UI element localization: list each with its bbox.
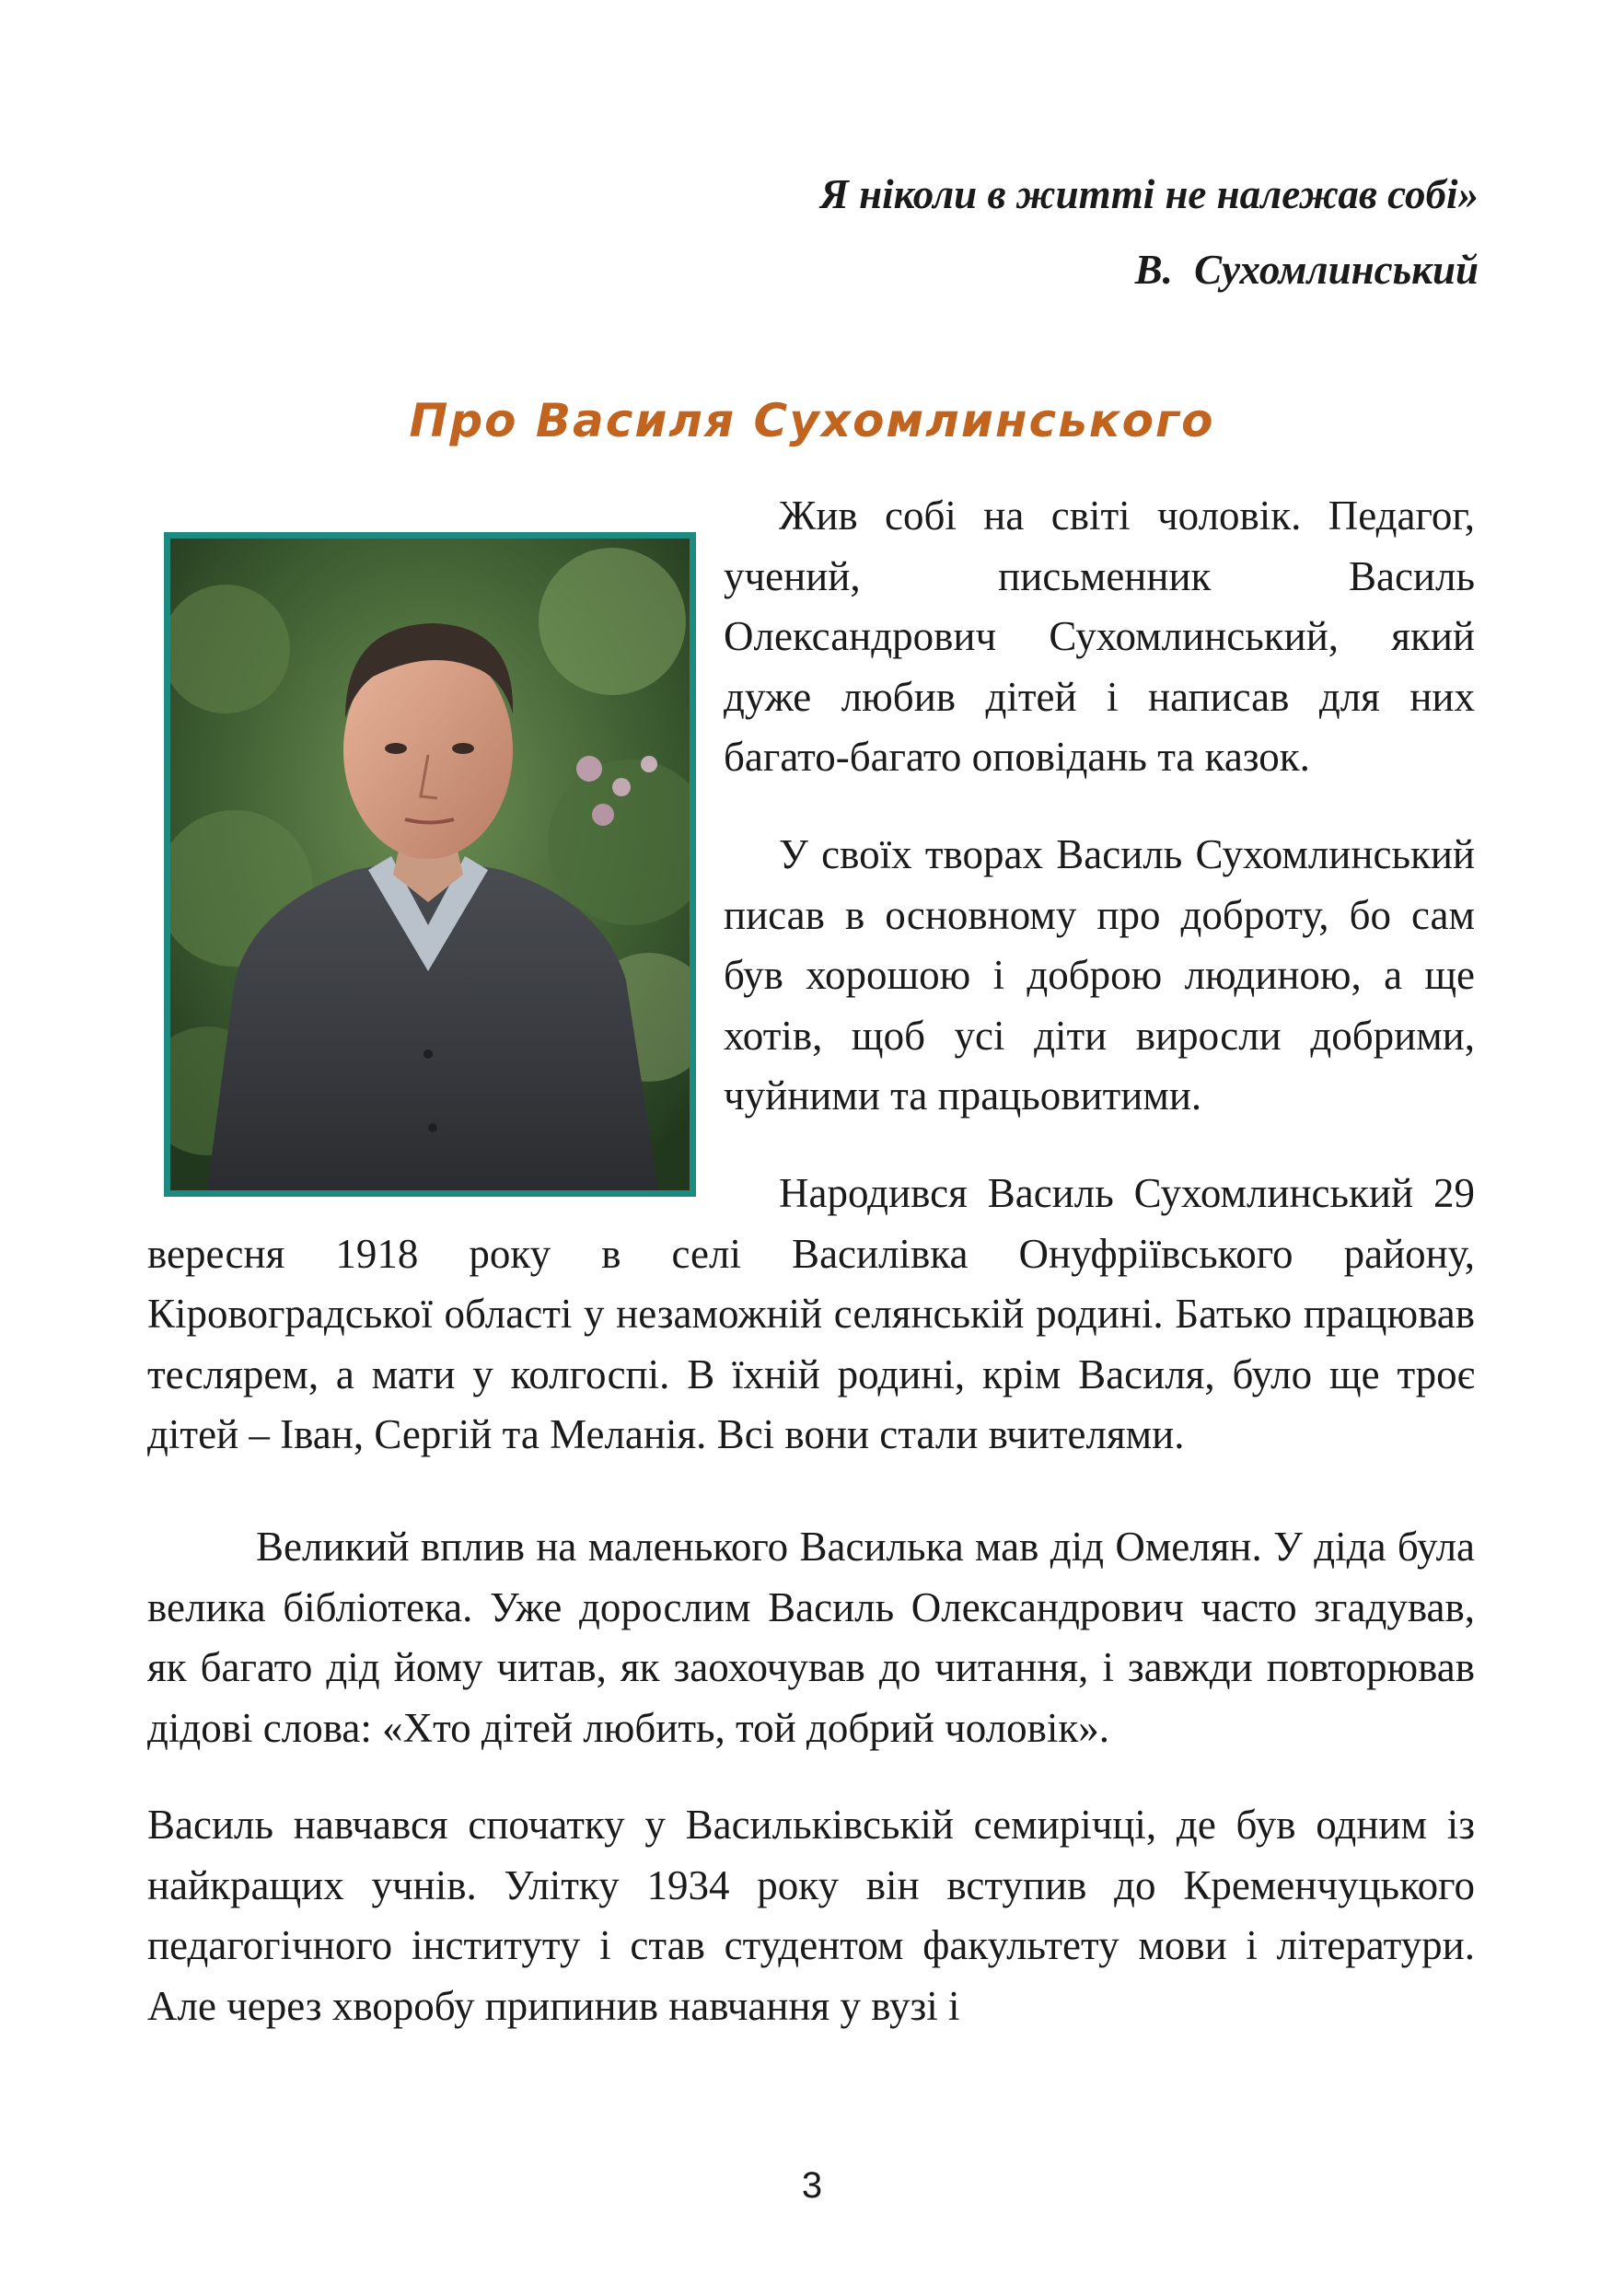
epigraph: [820, 157, 1479, 307]
paragraph-1: Жив собі на світі чоловік. Педагог, учений, письменник Василь Олександрович Сухомлинський, який дуже любив дітей і написав для них багато-багато оповідань та казок.: [724, 493, 1475, 781]
epigraph-author: В. Сухомлинський: [1134, 247, 1479, 293]
paragraph-4: Великий вплив на маленького Василька мав дід Омелян. У діда була велика бібліотека. Уже дорослим Василь Олександрович часто згадував, як багато дід йому читав, як заохочував до читання, і завжди повторював дідові слова: «Хто дітей любить, той добрий чоловік».: [147, 1523, 1475, 1751]
epigraph-quote: Я ніколи в житті не належав собі»: [819, 171, 1479, 217]
page-number: 3: [801, 2165, 823, 2206]
paragraph-5: Василь навчався спочатку у Васильківській семирічці, де був одним із найкращих учнів. Улітку 1934 року він вступив до Кременчуцького педагогічного інституту і став студентом факультету мови і літератури. Але через хворобу припинив навчання у вузі і: [147, 1802, 1475, 2030]
article-body: [147, 486, 1475, 2037]
paragraph-2: У своїх творах Василь Сухомлинський писав в основному про доброту, бо сам був хорошою і доброю людиною, а ще хотів, щоб усі діти виросли добрими, чуйними та працьовитими.: [724, 830, 1475, 1119]
portrait-image: [170, 539, 690, 1190]
portrait-photo: [164, 532, 696, 1197]
page-title: Про Василя Сухомлинського: [409, 394, 1215, 447]
paragraph-3: Народився Василь Сухомлинський 29 вересня 1918 року в селі Василівка Онуфріївського району, Кіровоградської області у незаможній селянській родині. Батько працював теслярем, а мати у колгоспі. В їхній родині, крім Василя, було ще троє дітей – Іван, Сергій та Меланія. Всі вони стали вчителями.: [147, 1169, 1475, 1458]
